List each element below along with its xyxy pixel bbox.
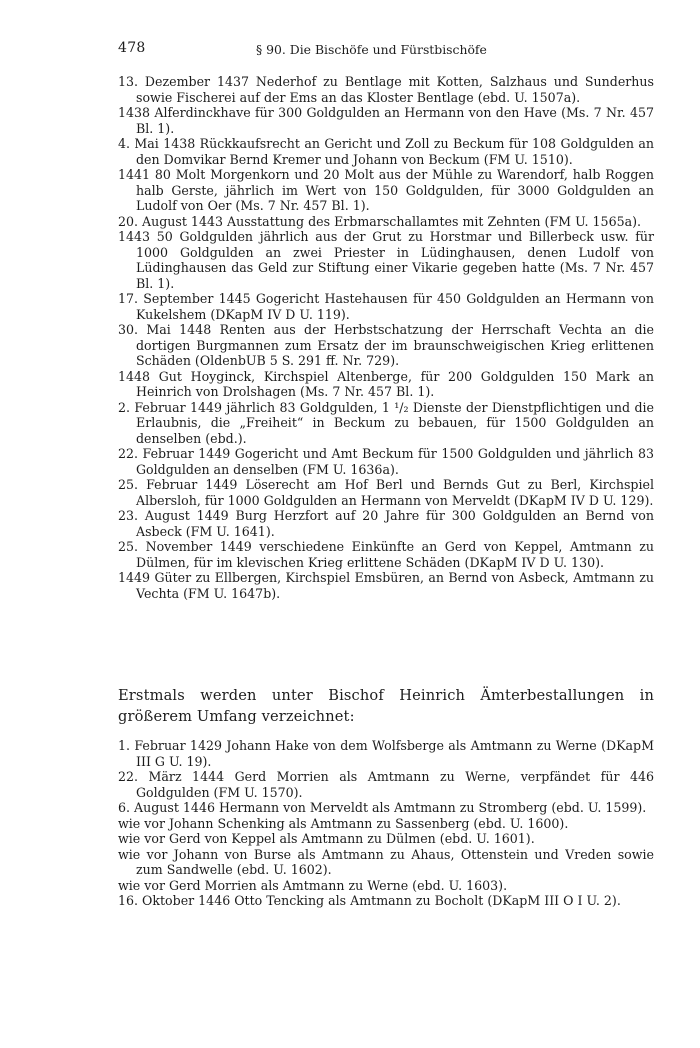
page-header bbox=[118, 40, 654, 60]
page-number: 478 bbox=[118, 40, 146, 56]
list-item: 1438 Alferdinckhave für 300 Goldgulden an Hermann von den Have (Ms. 7 Nr. 457 Bl. 1). bbox=[118, 105, 654, 136]
list-item: 2. Februar 1449 jährlich 83 Goldgulden, 1 ¹/₂ Dienste der Dienstpflichtigen und die Erlaubnis, die „Freiheit“ in Beckum zu bebauen, für 1500 Goldgulden an denselben (ebd.). bbox=[118, 399, 654, 446]
list-item: wie vor Gerd Morrien als Amtmann zu Werne (ebd. U. 1603). bbox=[118, 877, 508, 893]
list-item: wie vor Johann Schenking als Amtmann zu Sassenberg (ebd. U. 1600). bbox=[118, 815, 569, 831]
list-item: 4. Mai 1438 Rückkaufsrecht an Gericht und Zoll zu Beckum für 108 Goldgulden an den Domvikar Bernd Kremer und Johann von Beckum (FM U. 1510). bbox=[118, 136, 654, 167]
pledge-entry-list bbox=[118, 74, 654, 601]
list-item: 6. August 1446 Hermann von Merveldt als Amtmann zu Stromberg (ebd. U. 1599). bbox=[118, 800, 647, 815]
list-item: 23. August 1449 Burg Herzfort auf 20 Jahre für 300 Goldgulden an Bernd von Asbeck (FM U. 1641). bbox=[118, 508, 654, 539]
list-item: 1. Februar 1429 Johann Hake von dem Wolfsberge als Amtmann zu Werne (DKapM III G U. 19). bbox=[118, 738, 654, 769]
list-item: 22. Februar 1449 Gogericht und Amt Beckum für 1500 Goldgulden und jährlich 83 Goldgulden an denselben (FM U. 1636a). bbox=[118, 446, 654, 477]
list-item: wie vor Johann von Burse als Amtmann zu Ahaus, Ottenstein und Vreden sowie zum Sandwelle (ebd. U. 1602). bbox=[118, 846, 654, 877]
list-item: 1443 50 Goldgulden jährlich aus der Grut zu Horstmar und Billerbeck usw. für 1000 Goldgulden an zwei Priester in Lüdinghausen, denen Ludolf von Lüdinghausen das Geld zur Stiftung einer Vikarie gegeben hatte (Ms. 7 Nr. 457 Bl. 1). bbox=[118, 229, 654, 291]
list-item: 1449 Güter zu Ellbergen, Kirchspiel Emsbüren, an Bernd von Asbeck, Amtmann zu Vechta (FM U. 1647b). bbox=[118, 570, 654, 601]
list-item: wie vor Gerd von Keppel als Amtmann zu Dülmen (ebd. U. 1601). bbox=[118, 831, 535, 846]
list-item: 16. Oktober 1446 Otto Tencking als Amtmann zu Bocholt (DKapM III O I U. 2). bbox=[118, 893, 621, 908]
list-item: 1441 80 Molt Morgenkorn und 20 Molt aus der Mühle zu Warendorf, halb Roggen halb Gerste, jährlich im Wert von 150 Goldgulden, für 3000 Goldgulden an Ludolf von Oer (Ms. 7 Nr. 457 Bl. 1). bbox=[118, 167, 654, 213]
list-item: 25. Februar 1449 Löserecht am Hof Berl und Bernds Gut zu Berl, Kirchspiel Albersloh, für 1000 Goldgulden an Hermann von Merveldt (DKapM IV D U. 129). bbox=[118, 477, 654, 508]
list-item: 25. November 1449 verschiedene Einkünfte an Gerd von Keppel, Amtmann zu Dülmen, für im klevischen Krieg erlittene Schäden (DKapM IV D U. 130). bbox=[118, 539, 654, 570]
list-item: 13. Dezember 1437 Nederhof zu Bentlage mit Kotten, Salzhaus und Sunderhus sowie Fischerei auf der Ems an das Kloster Bentlage (ebd. U. 1507a). bbox=[118, 74, 654, 105]
list-item: 1448 Gut Hoyginck, Kirchspiel Altenberge, für 200 Goldgulden 150 Mark an Heinrich von Drolshagen (Ms. 7 Nr. 457 Bl. 1). bbox=[118, 368, 654, 399]
list-item: 17. September 1445 Gogericht Hastehausen für 450 Goldgulden an Hermann von Kukelshem (DKapM IV D U. 119). bbox=[118, 291, 654, 322]
running-title: § 90. Die Bischöfe und Fürstbischöfe bbox=[256, 42, 487, 57]
list-item: 30. Mai 1448 Renten aus der Herbstschatzung der Herrschaft Vechta an die dortigen Burgmannen zum Ersatz der im braunschweigischen Krieg erlittenen Schäden (OldenbUB 5 S. 291 ff. Nr. 729). bbox=[118, 322, 654, 368]
office-appointment-list bbox=[118, 738, 654, 909]
list-item: 22. März 1444 Gerd Morrien als Amtmann zu Werne, verpfändet für 446 Goldgulden (FM U. 1570). bbox=[118, 769, 654, 800]
intro-paragraph: Erstmals werden unter Bischof Heinrich Ämterbestallungen in größerem Umfang verzeichnet: bbox=[118, 686, 654, 725]
list-item: 20. August 1443 Ausstattung des Erbmarschallamtes mit Zehnten (FM U. 1565a). bbox=[118, 213, 642, 229]
